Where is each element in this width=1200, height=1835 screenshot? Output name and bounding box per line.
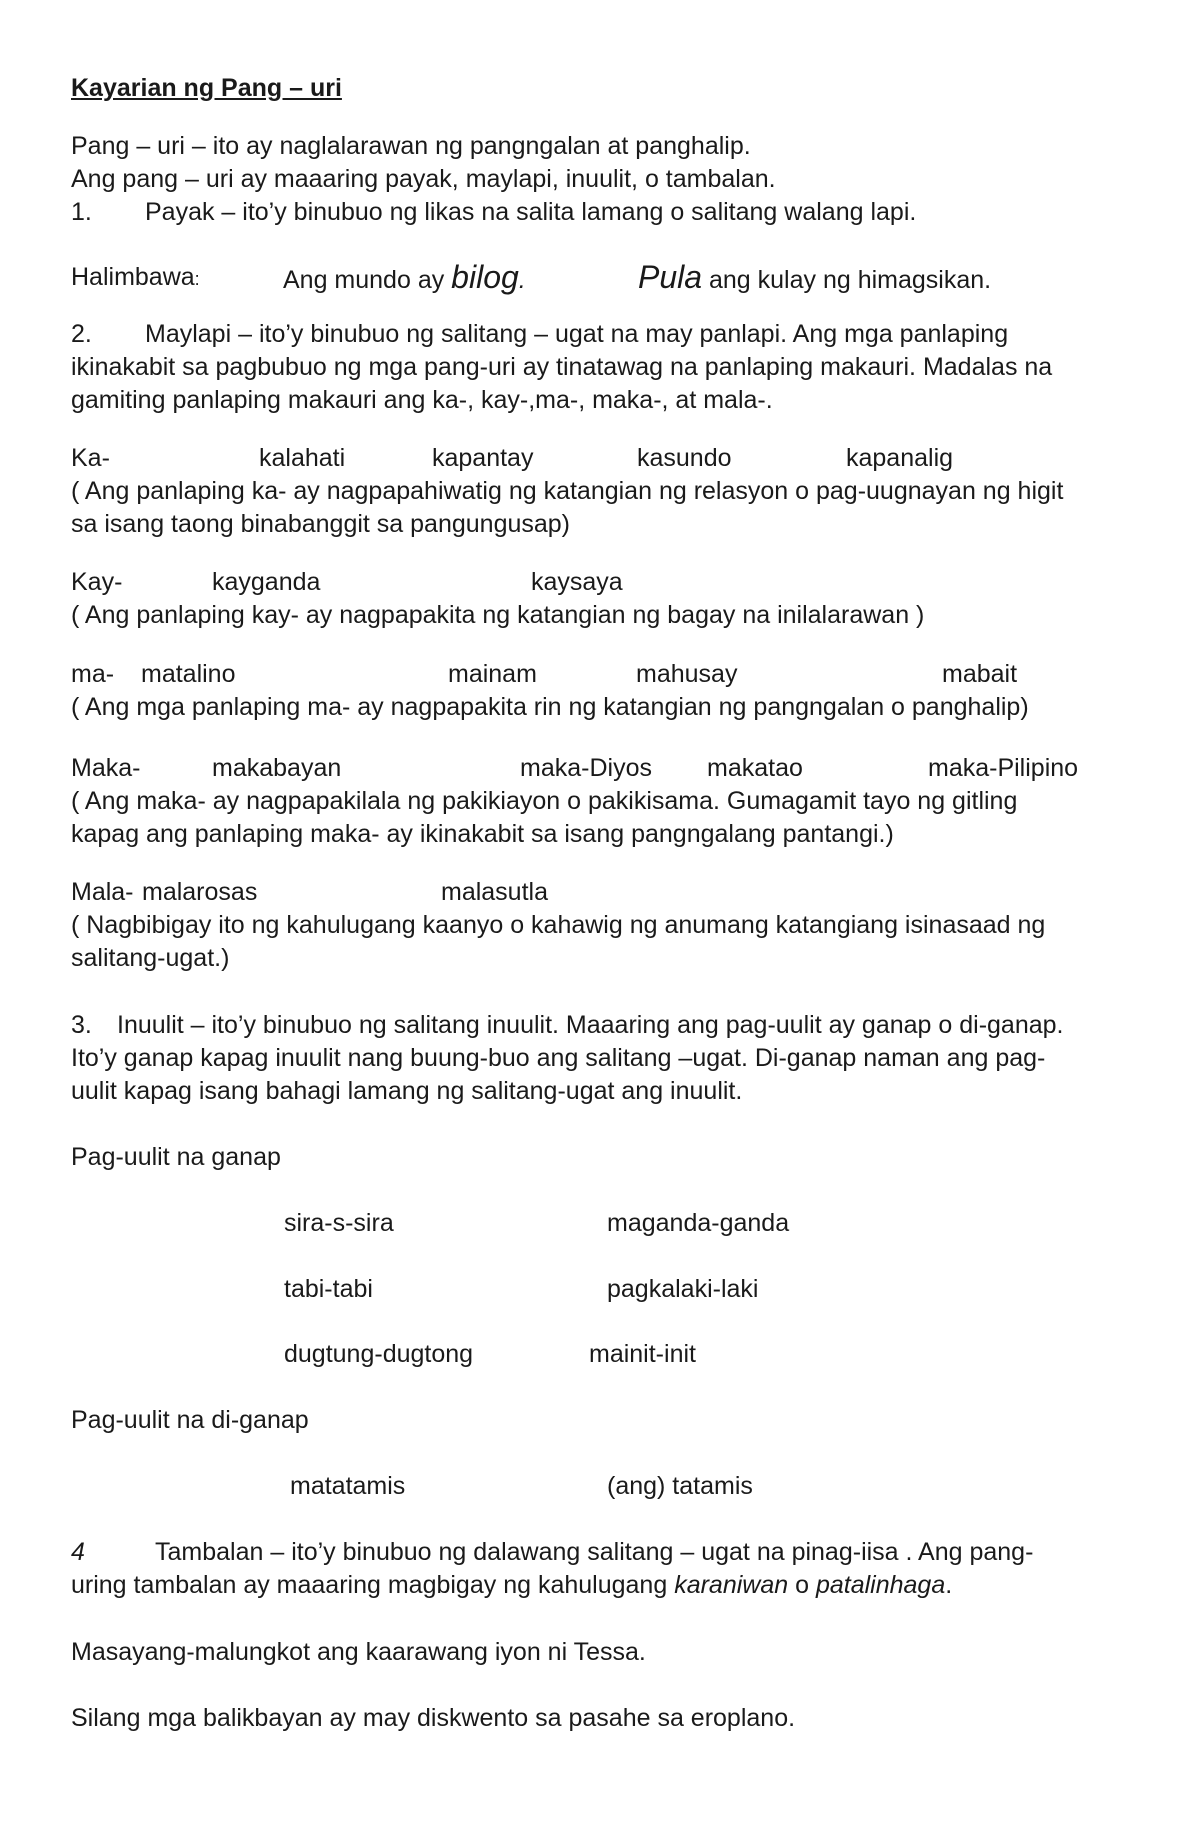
kay-note: ( Ang panlaping kay- ay nagpapakita ng katangian ng bagay na inilalarawan ) [71,601,925,629]
ka-word: kasundo [637,444,732,472]
ganap-word: maganda-ganda [607,1209,790,1237]
ka-note-line-2: sa isang taong binabanggit sa pangungusap) [71,510,571,538]
ma-word: mabait [942,660,1018,688]
kay-word: kayganda [212,568,321,596]
maka-word: maka-Pilipino [928,754,1079,782]
mala-note-line-2: salitang-ugat.) [71,944,230,972]
example-sentence-1: Ang mundo ay bilog. [283,259,526,295]
maka-note-line-1: ( Ang maka- ay nagpapakilala ng pakikiayon o pakikisama. Gumagamit tayo ng gitling [71,787,1018,815]
ganap-word: pagkalaki-laki [607,1275,759,1303]
ka-note-line-1: ( Ang panlaping ka- ay nagpapahiwatig ng katangian ng relasyon o pag-uugnayan ng higit [71,477,1064,505]
inuulit-line-1: 3. Inuulit – ito’y binubuo ng salitang inuulit. Maaaring ang pag-uulit ay ganap o di-ganap. [71,1009,1141,1042]
tambalan-line-1: 4 Tambalan – ito’y binubuo ng dalawang salitang – ugat na pinag-iisa . Ang pang- [71,1536,1141,1569]
payak-text: Payak – ito’y binubuo ng likas na salita lamang o salitang walang lapi. [145,198,917,226]
kay-label: Kay- [71,568,123,596]
term-patalinhaga: patalinhaga [815,1571,946,1599]
ganap-word: dugtung-dugtong [284,1340,474,1368]
maylapi-number: 2. [71,320,92,348]
intro-types: Ang pang – uri ay maaaring payak, maylapi, inuulit, o tambalan. [71,165,776,193]
document-title: Kayarian ng Pang – uri [71,74,342,102]
payak-number: 1. [71,198,92,226]
inuulit-line-3: uulit kapag isang bahagi lamang ng salitang-ugat ang inuulit. [71,1077,743,1105]
maka-word: makatao [707,754,803,782]
ka-label: Ka- [71,444,110,472]
diganap-word: matatamis [290,1472,406,1500]
maylapi-line-1: 2. Maylapi – ito’y binubuo ng salitang – ugat na may panlapi. Ang mga panlaping [71,318,1141,351]
maka-word: makabayan [212,754,342,782]
ma-word: mainam [448,660,537,688]
ka-word: kapanalig [846,444,954,472]
inuulit-line-2: Ito’y ganap kapag inuulit nang buung-buo ang salitang –ugat. Di-ganap naman ang pag- [71,1044,1046,1072]
example-word-pula: Pula [638,259,703,295]
maylapi-line-3: gamiting panlaping makauri ang ka-, kay-,ma-, maka-, at mala-. [71,386,773,414]
ganap-word: mainit-init [589,1340,696,1368]
ganap-label: Pag-uulit na ganap [71,1143,281,1171]
tambalan-number: 4 [71,1538,85,1566]
mala-note-line-1: ( Nagbibigay ito ng kahulugang kaanyo o kahawig ng anumang katangiang isinasaad ng [71,911,1046,939]
mala-word: malarosas [142,878,258,906]
example-word-bilog: bilog [451,259,519,295]
ma-word: matalino [141,660,236,688]
maka-label: Maka- [71,754,141,782]
payak-heading [71,196,1141,229]
ma-note: ( Ang mga panlaping ma- ay nagpapakita rin ng katangian ng pangngalan o panghalip) [71,693,1029,721]
inuulit-number: 3. [71,1011,92,1039]
ma-word: mahusay [636,660,738,688]
maylapi-line-2: ikinakabit sa pagbubuo ng mga pang-uri ay tinatawag na panlaping makauri. Madalas na [71,353,1053,381]
example-sentence-2: Pula ang kulay ng himagsikan. [638,259,992,295]
example-sentence-balikbayan: Silang mga balikbayan ay may diskwento sa pasahe sa eroplano. [71,1704,796,1732]
mala-label: Mala- [71,878,134,906]
ka-word: kalahati [259,444,346,472]
term-karaniwan: karaniwan [674,1571,789,1599]
ka-word: kapantay [432,444,534,472]
ma-label: ma- [71,660,115,688]
diganap-label: Pag-uulit na di-ganap [71,1406,309,1434]
document-page [71,0,1141,1835]
diganap-word: (ang) tatamis [607,1472,753,1500]
halimbawa-label: Halimbawa: [71,263,200,291]
mala-word: malasutla [441,878,548,906]
maka-note-line-2: kapag ang panlaping maka- ay ikinakabit sa isang pangngalang pantangi.) [71,820,894,848]
tambalan-line-2: uring tambalan ay maaaring magbigay ng kahulugang karaniwan o patalinhaga. [71,1571,953,1599]
kay-word: kaysaya [531,568,623,596]
ganap-word: tabi-tabi [284,1275,373,1303]
maka-word: maka-Diyos [520,754,652,782]
example-sentence-masayang: Masayang-malungkot ang kaarawang iyon ni Tessa. [71,1638,646,1666]
intro-definition: Pang – uri – ito ay naglalarawan ng pangngalan at panghalip. [71,132,751,160]
ganap-word: sira-s-sira [284,1209,394,1237]
